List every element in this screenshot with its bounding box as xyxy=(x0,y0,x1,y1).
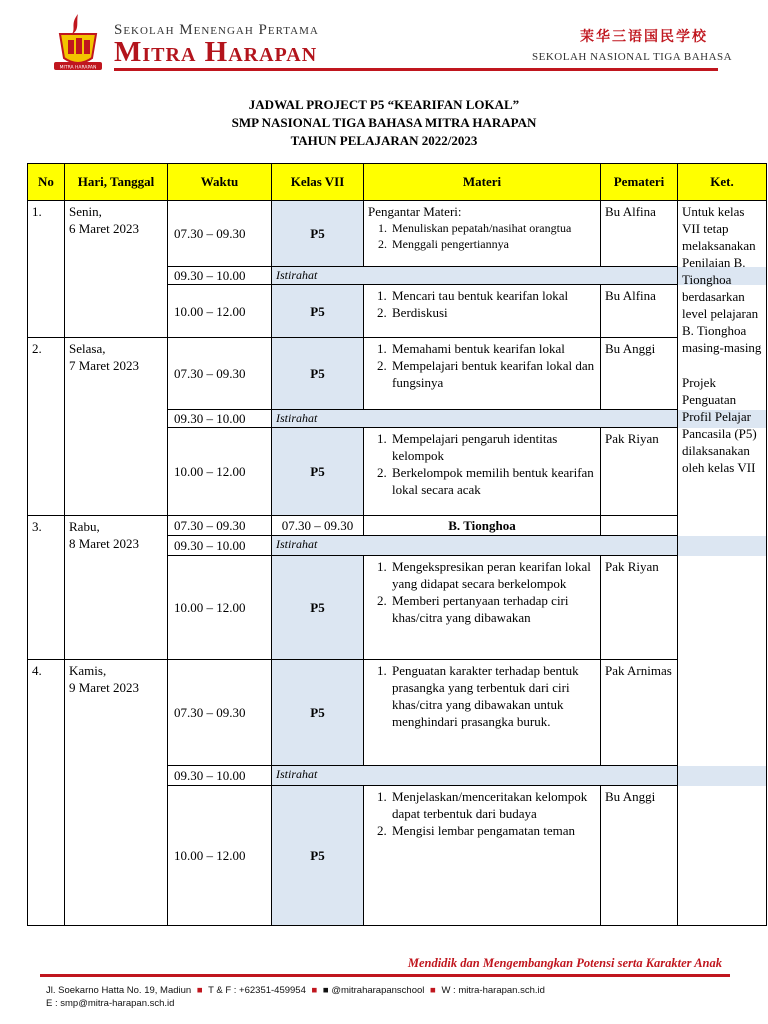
session-time: 10.00 – 12.00 xyxy=(168,428,272,516)
day-date: 6 Maret 2023 xyxy=(69,221,140,236)
footer-contact xyxy=(46,984,545,1010)
list-item: 2. Mempelajari bentuk kearifan lokal dan fungsinya xyxy=(390,357,596,391)
school-crest-icon xyxy=(46,10,110,74)
keterangan-note-1: Untuk kelas VII tetap melaksanakan Penilaian B. Tionghoa berdasarkan level pelajaran B. Tionghoa masing-masing xyxy=(682,204,762,355)
session-time: 07.30 – 09.30 xyxy=(168,338,272,410)
day-name: Senin, xyxy=(69,204,102,219)
session-class: 07.30 – 09.30 xyxy=(272,516,364,536)
day-date: 7 Maret 2023 xyxy=(69,358,140,373)
session-time: 10.00 – 12.00 xyxy=(168,556,272,660)
day-date-cell xyxy=(65,516,168,660)
school-subtitle: Sekolah Menengah Pertama xyxy=(114,22,319,38)
session-speaker: Pak Arnimas xyxy=(601,660,678,766)
day-date-cell xyxy=(65,660,168,926)
keterangan-note-2: Projek Penguatan Profil Pelajar Pancasila (P5) dilaksanakan oleh kelas VII xyxy=(682,375,757,475)
list-item: 1. Menuliskan pepatah/nasihat orangtua xyxy=(390,220,596,236)
session-time: 10.00 – 12.00 xyxy=(168,786,272,926)
break-time: 09.30 – 10.00 xyxy=(168,410,272,428)
footer-phone: T & F : +62351-459954 xyxy=(208,985,306,996)
session-subject: B. Tionghoa xyxy=(364,516,601,536)
list-item: 1. Mempelajari pengaruh identitas kelompok xyxy=(390,430,596,464)
session-speaker: Bu Alfina xyxy=(601,201,678,267)
session-speaker: Pak Riyan xyxy=(601,556,678,660)
footer-social: @mitraharapanschool xyxy=(331,985,425,996)
table-header-row xyxy=(28,164,767,201)
list-item: 1. Mencari tau bentuk kearifan lokal xyxy=(390,287,596,304)
header-hari: Hari, Tanggal xyxy=(65,164,168,201)
session-class: P5 xyxy=(272,201,364,267)
table-row xyxy=(28,338,767,410)
material-intro: Pengantar Materi: xyxy=(368,204,462,219)
break-label: Istirahat xyxy=(272,267,767,285)
bullet-icon: ■ xyxy=(196,985,203,996)
title-line-1: JADWAL PROJECT P5 “KEARIFAN LOKAL” xyxy=(248,97,520,112)
list-item: 1. Memahami bentuk kearifan lokal xyxy=(390,340,596,357)
day-date: 8 Maret 2023 xyxy=(69,536,140,551)
table-row xyxy=(28,660,767,766)
list-item: 1. Menjelaskan/menceritakan kelompok dapat terbentuk dari budaya xyxy=(390,788,596,822)
document-title xyxy=(0,96,768,150)
list-item: 2. Berdiskusi xyxy=(390,304,596,321)
letterhead xyxy=(0,0,768,90)
logo-text: MITRA HARAPAN xyxy=(59,65,97,71)
header-waktu: Waktu xyxy=(168,164,272,201)
day-no: 2. xyxy=(28,338,65,516)
list-item: 2. Berkelompok memilih bentuk kearifan lokal secara acak xyxy=(390,464,596,498)
session-material xyxy=(364,660,601,766)
session-time: 07.30 – 09.30 xyxy=(168,201,272,267)
session-class: P5 xyxy=(272,556,364,660)
header-no: No xyxy=(28,164,65,201)
list-item: 2. Menggali pengertiannya xyxy=(390,236,596,252)
header-ket: Ket. xyxy=(678,164,767,201)
break-label: Istirahat xyxy=(272,536,767,556)
school-name: Mitra Harapan xyxy=(114,36,318,68)
footer-divider xyxy=(40,974,730,977)
bullet-icon: ■ xyxy=(311,985,318,996)
school-chinese-name: 茉华三语国民学校 xyxy=(580,29,708,45)
session-material xyxy=(364,786,601,926)
break-time: 09.30 – 10.00 xyxy=(168,766,272,786)
session-material xyxy=(364,556,601,660)
break-time: 09.30 – 10.00 xyxy=(168,536,272,556)
table-row xyxy=(28,516,767,536)
session-time: 07.30 – 09.30 xyxy=(168,660,272,766)
session-material xyxy=(364,201,601,267)
footer-address: Jl. Soekarno Hatta No. 19, Madiun xyxy=(46,985,192,996)
session-material xyxy=(364,428,601,516)
list-item: 1. Mengekspresikan peran kearifan lokal yang didapat secara berkelompok xyxy=(390,558,596,592)
footer-motto: Mendidik dan Mengembangkan Potensi serta Karakter Anak xyxy=(407,956,722,970)
header-pemateri: Pemateri xyxy=(601,164,678,201)
day-no: 4. xyxy=(28,660,65,926)
session-class: P5 xyxy=(272,786,364,926)
session-speaker-empty xyxy=(601,516,678,536)
day-no: 3. xyxy=(28,516,65,660)
session-class: P5 xyxy=(272,285,364,338)
session-class: P5 xyxy=(272,338,364,410)
session-speaker: Pak Riyan xyxy=(601,428,678,516)
session-time: 10.00 – 12.00 xyxy=(168,285,272,338)
session-time: 07.30 – 09.30 xyxy=(168,516,272,536)
letterhead-divider xyxy=(114,68,718,71)
table-row xyxy=(28,201,767,267)
keterangan-cell xyxy=(678,201,767,926)
list-item: 2. Mengisi lembar pengamatan teman xyxy=(390,822,596,839)
title-line-3: TAHUN PELAJARAN 2022/2023 xyxy=(290,133,478,148)
session-speaker: Bu Alfina xyxy=(601,285,678,338)
session-material xyxy=(364,285,601,338)
session-material xyxy=(364,338,601,410)
break-label: Istirahat xyxy=(272,766,767,786)
day-date: 9 Maret 2023 xyxy=(69,680,140,695)
day-name: Rabu, xyxy=(69,519,100,534)
session-speaker: Bu Anggi xyxy=(601,786,678,926)
break-label: Istirahat xyxy=(272,410,767,428)
list-item: 1. Penguatan karakter terhadap bentuk prasangka yang terbentuk dari ciri khas/citra yang dibawakan untuk menghindari prasangka buruk. xyxy=(390,662,596,730)
bullet-icon: ■ xyxy=(430,985,436,996)
day-name: Selasa, xyxy=(69,341,106,356)
schedule-table xyxy=(27,163,767,926)
session-class: P5 xyxy=(272,428,364,516)
break-time: 09.30 – 10.00 xyxy=(168,267,272,285)
title-line-2: SMP NASIONAL TIGA BAHASA MITRA HARAPAN xyxy=(231,115,537,130)
day-date-cell xyxy=(65,201,168,338)
header-materi: Materi xyxy=(364,164,601,201)
list-item: 2. Memberi pertanyaan terhadap ciri khas/citra yang dibawakan xyxy=(390,592,596,626)
session-speaker: Bu Anggi xyxy=(601,338,678,410)
session-class: P5 xyxy=(272,660,364,766)
school-description: SEKOLAH NASIONAL TIGA BAHASA xyxy=(532,51,733,63)
header-kelas: Kelas VII xyxy=(272,164,364,201)
footer-email: E : smp@mitra-harapan.sch.id xyxy=(46,998,175,1009)
day-date-cell xyxy=(65,338,168,516)
day-no: 1. xyxy=(28,201,65,338)
footer-web: W : mitra-harapan.sch.id xyxy=(441,985,545,996)
day-name: Kamis, xyxy=(69,663,107,678)
social-icon: ■ xyxy=(322,985,329,996)
